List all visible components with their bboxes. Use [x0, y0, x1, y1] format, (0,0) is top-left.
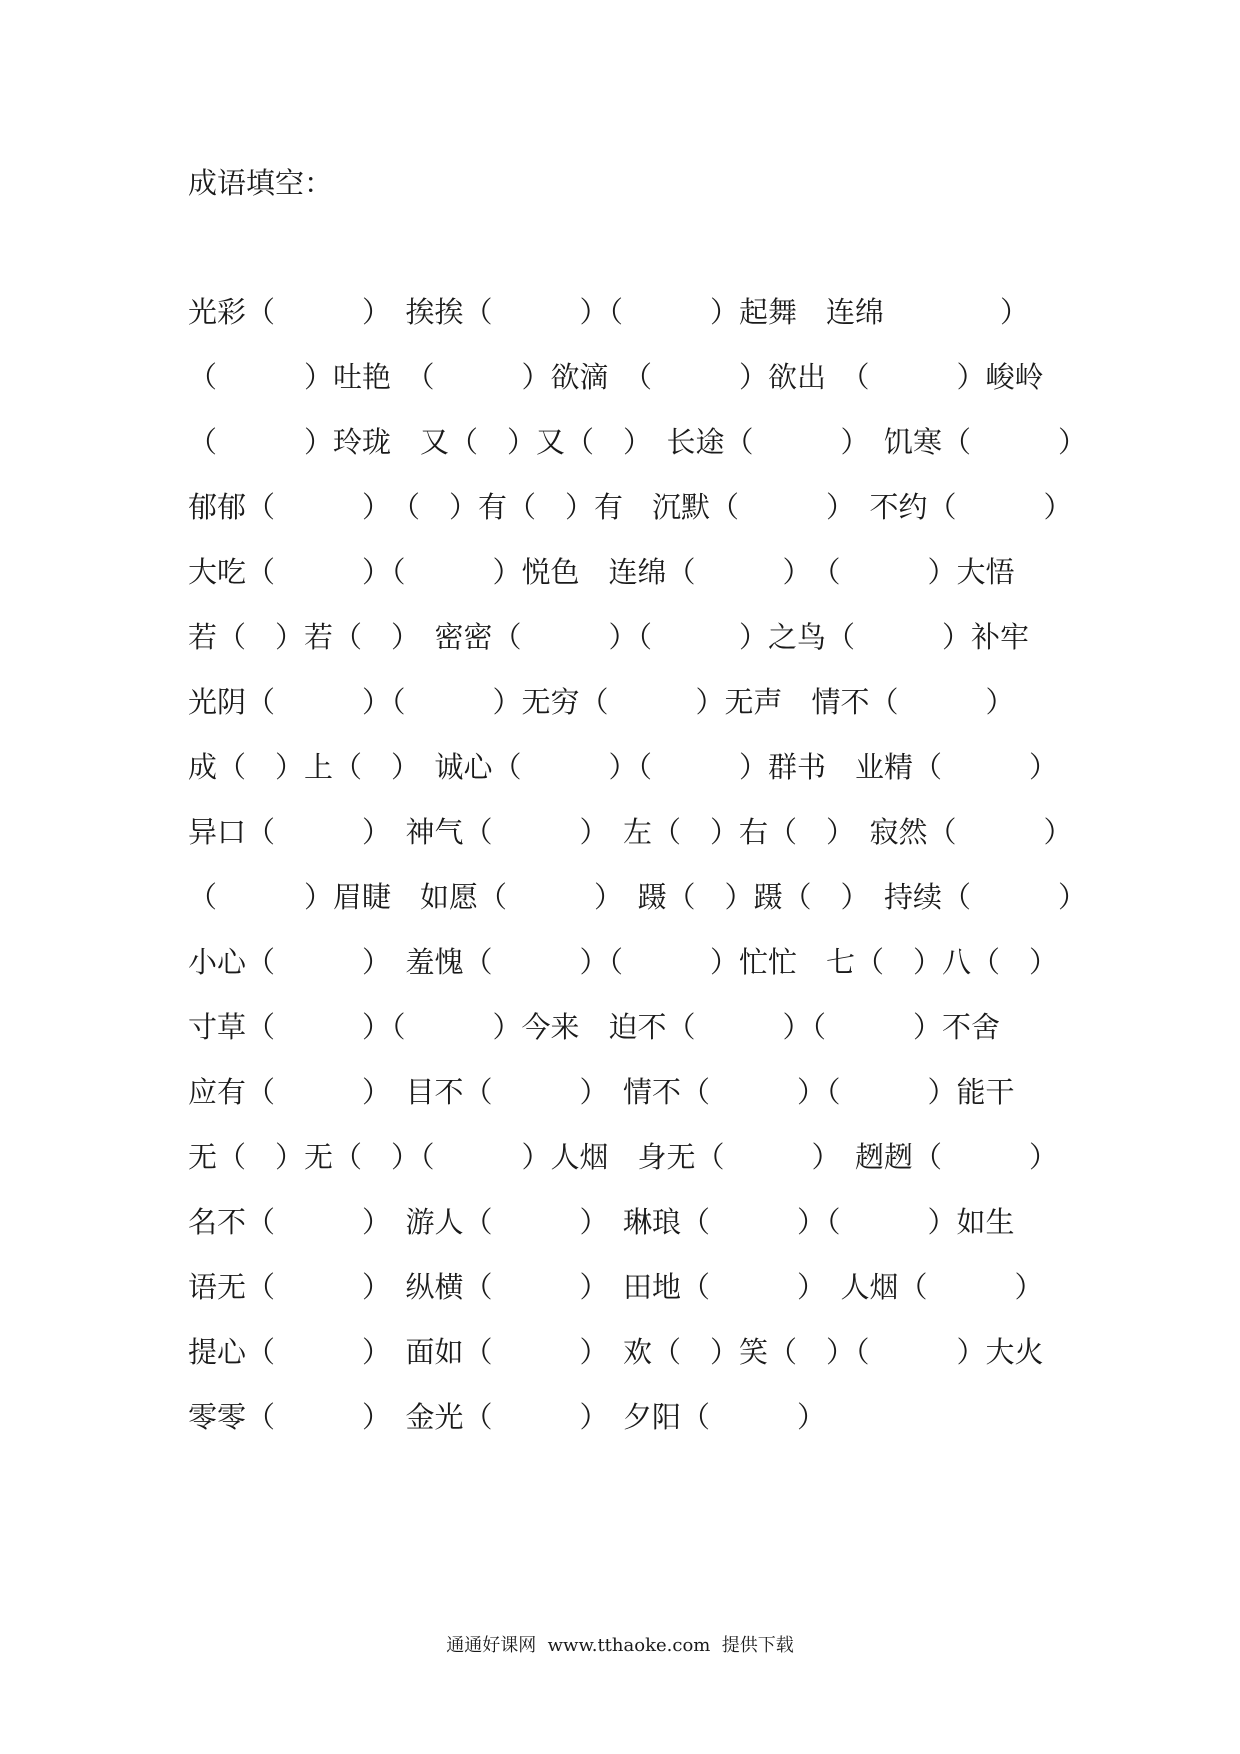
- exercise-line: 名不（ ） 游人（ ） 琳琅（ ）（ ）如生: [188, 1205, 1015, 1239]
- exercise-line: 郁郁（ ） （ ）有（ ）有 沉默（ ） 不约（ ）: [188, 490, 1073, 524]
- exercise-line: 提心（ ） 面如（ ） 欢（ ）笑（ ）（ ）大火: [188, 1335, 1044, 1369]
- exercise-line: 寸草（ ）（ ）今来 迫不（ ）（ ）不舍: [188, 1010, 1001, 1044]
- exercise-line: 光阴（ ）（ ）无穷（ ）无声 情不（ ）: [188, 685, 1015, 719]
- exercise-line: 光彩（ ） 挨挨（ ）（ ）起舞 连绵 ）: [188, 295, 1030, 329]
- page-title: 成语填空：: [188, 166, 334, 200]
- page-footer: 通通好课网 www.tthaoke.com 提供下载: [446, 1635, 794, 1656]
- exercise-line: 应有（ ） 目不（ ） 情不（ ）（ ）能干: [188, 1075, 1015, 1109]
- exercise-line: （ ）吐艳 （ ）欲滴 （ ）欲出 （ ）峻岭: [188, 360, 1044, 394]
- exercise-line: 小心（ ） 羞愧（ ）（ ）忙忙 七（ ）八（ ）: [188, 945, 1059, 979]
- exercise-line: （ ）玲珑 又（ ）又（ ） 长途（ ） 饥寒（ ）: [188, 425, 1088, 459]
- exercise-line: 大吃（ ）（ ）悦色 连绵（ ） （ ）大悟: [188, 555, 1015, 589]
- exercise-lines: [188, 292, 1088, 1462]
- exercise-line: 异口（ ） 神气（ ） 左（ ）右（ ） 寂然（ ）: [188, 815, 1073, 849]
- exercise-line: 若（ ）若（ ） 密密（ ）（ ）之鸟（ ）补牢: [188, 620, 1030, 654]
- exercise-line: 语无（ ） 纵横（ ） 田地（ ） 人烟（ ）: [188, 1270, 1044, 1304]
- exercise-line: （ ）眉睫 如愿（ ） 蹑（ ）蹑（ ） 持续（ ）: [188, 880, 1088, 914]
- exercise-line: 无（ ）无（ ）（ ）人烟 身无（ ） 趔趔（ ）: [188, 1140, 1059, 1174]
- exercise-line: 零零（ ） 金光（ ） 夕阳（ ）: [188, 1400, 827, 1434]
- exercise-line: 成（ ）上（ ） 诚心（ ）（ ）群书 业精（ ）: [188, 750, 1059, 784]
